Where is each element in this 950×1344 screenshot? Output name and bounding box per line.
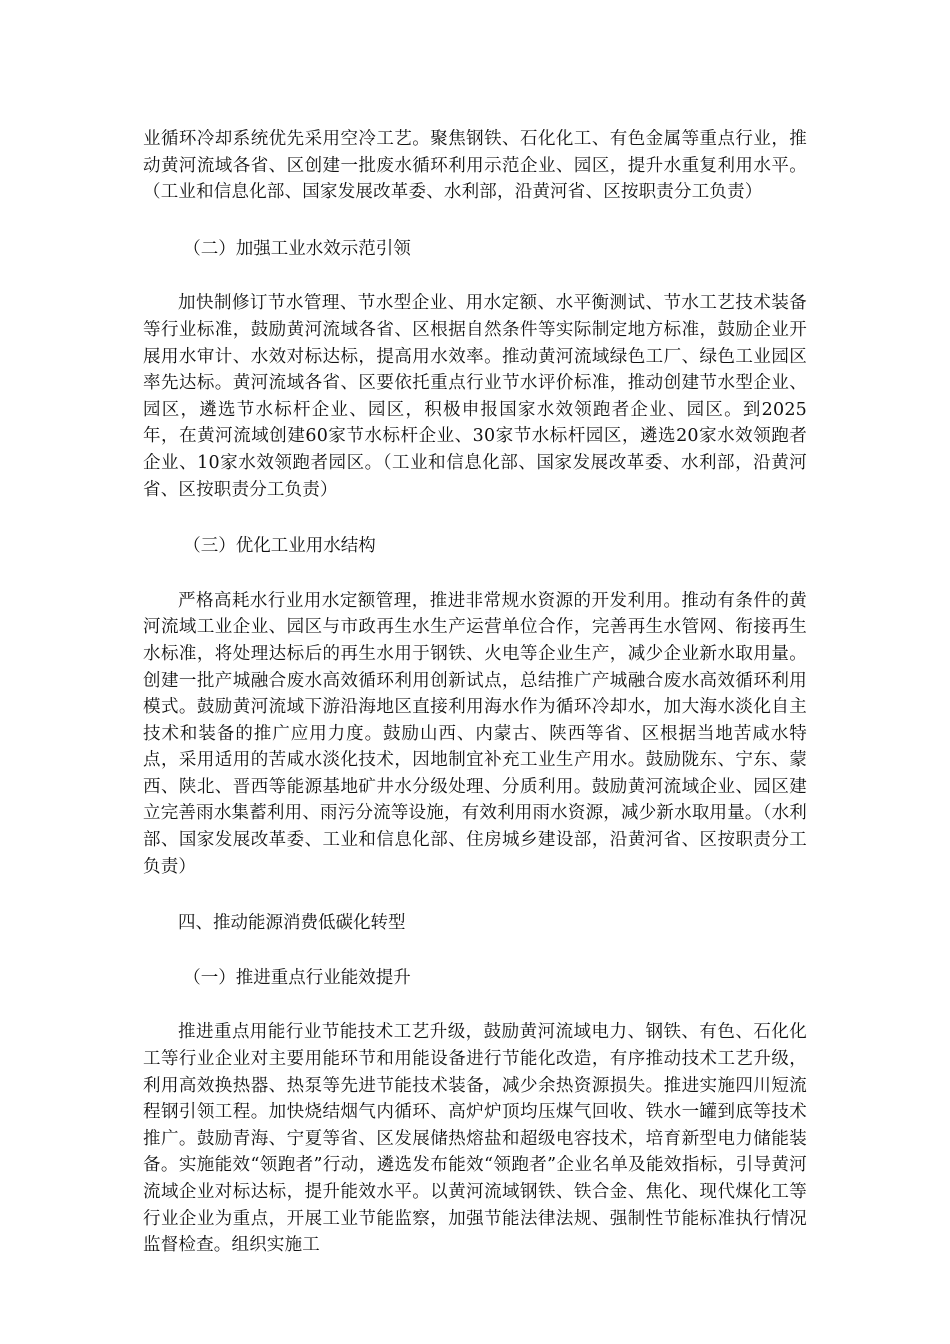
paragraph-water-efficiency: 加快制修订节水管理、节水型企业、用水定额、水平衡测试、节水工艺技术装备等行业标准，鼓励黄河流域各省、区根据自然条件等实际制定地方标准，鼓励企业开展用水审计、水效对标达标，提高用水效率。推动黄河流域绿色工厂、绿色工业园区率先达标。黄河流域各省、区要依托重点行业节水评价标准，推动创建节水型企业、园区，遴选节水标杆企业、园区，积极申报国家水效领跑者企业、园区。到2025年，在黄河流域创建60家节水标杆企业、30家节水标杆园区，遴选20家水效领跑者企业、10家水效领跑者园区。（工业和信息化部、国家发展改革委、水利部，沿黄河省、区按职责分工负责） <box>143 293 807 500</box>
paragraph-energy-efficiency: 推进重点用能行业节能技术工艺升级，鼓励黄河流域电力、钢铁、有色、石化化工等行业企业对主要用能环节和用能设备进行节能化改造，有序推动技术工艺升级，利用高效换热器、热泵等先进节能技术装备，减少余热资源损失。推进实施四川短流程钢引领工程。加快烧结烟气内循环、高炉炉顶均压煤气回收、铁水一罐到底等技术推广。鼓励青海、宁夏等省、区发展储热熔盐和超级电容技术，培育新型电力储能装备。实施能效“领跑者”行动，遴选发布能效“领跑者”企业名单及能效指标，引导黄河流域企业对标达标，提升能效水平。以黄河流域钢铁、铁合金、焦化、现代煤化工等行业企业为重点，开展工业节能监察，加强节能法律法规、强制性节能标准执行情况监督检查。组织实施工 <box>143 1022 807 1256</box>
section-heading-4-1: （一）推进重点行业能效提升 <box>183 967 411 988</box>
chapter-heading-4: 四、推动能源消费低碳化转型 <box>178 913 406 934</box>
paragraph-water-structure: 严格高耗水行业用水定额管理，推进非常规水资源的开发利用。推动有条件的黄河流域工业企业、园区与市政再生水生产运营单位合作，完善再生水管网、衔接再生水标准，将处理达标后的再生水用于钢铁、火电等企业生产，减少企业新水取用量。创建一批产城融合废水高效循环利用创新试点，总结推广产城融合废水高效循环利用模式。鼓励黄河流域下游沿海地区直接利用海水作为循环冷却水，加大海水淡化自主技术和装备的推广应用力度。鼓励山西、内蒙古、陕西等省、区根据当地苦咸水特点，采用适用的苦咸水淡化技术，因地制宜补充工业生产用水。鼓励陇东、宁东、蒙西、陕北、晋西等能源基地矿井水分级处理、分质利用。鼓励黄河流域企业、园区建立完善雨水集蓄利用、雨污分流等设施，有效利用雨水资源，减少新水取用量。（水利部、国家发展改革委、工业和信息化部、住房城乡建设部，沿黄河省、区按职责分工负责） <box>143 590 807 877</box>
document-page <box>143 126 807 1259</box>
section-heading-2: （二）加强工业水效示范引领 <box>183 238 411 259</box>
section-heading-3: （三）优化工业用水结构 <box>183 536 376 557</box>
paragraph-continuation: 业循环冷却系统优先采用空冷工艺。聚焦钢铁、石化化工、有色金属等重点行业，推动黄河流域各省、区创建一批废水循环利用示范企业、园区，提升水重复利用水平。（工业和信息化部、国家发展改革委、水利部，沿黄河省、区按职责分工负责） <box>143 129 807 203</box>
